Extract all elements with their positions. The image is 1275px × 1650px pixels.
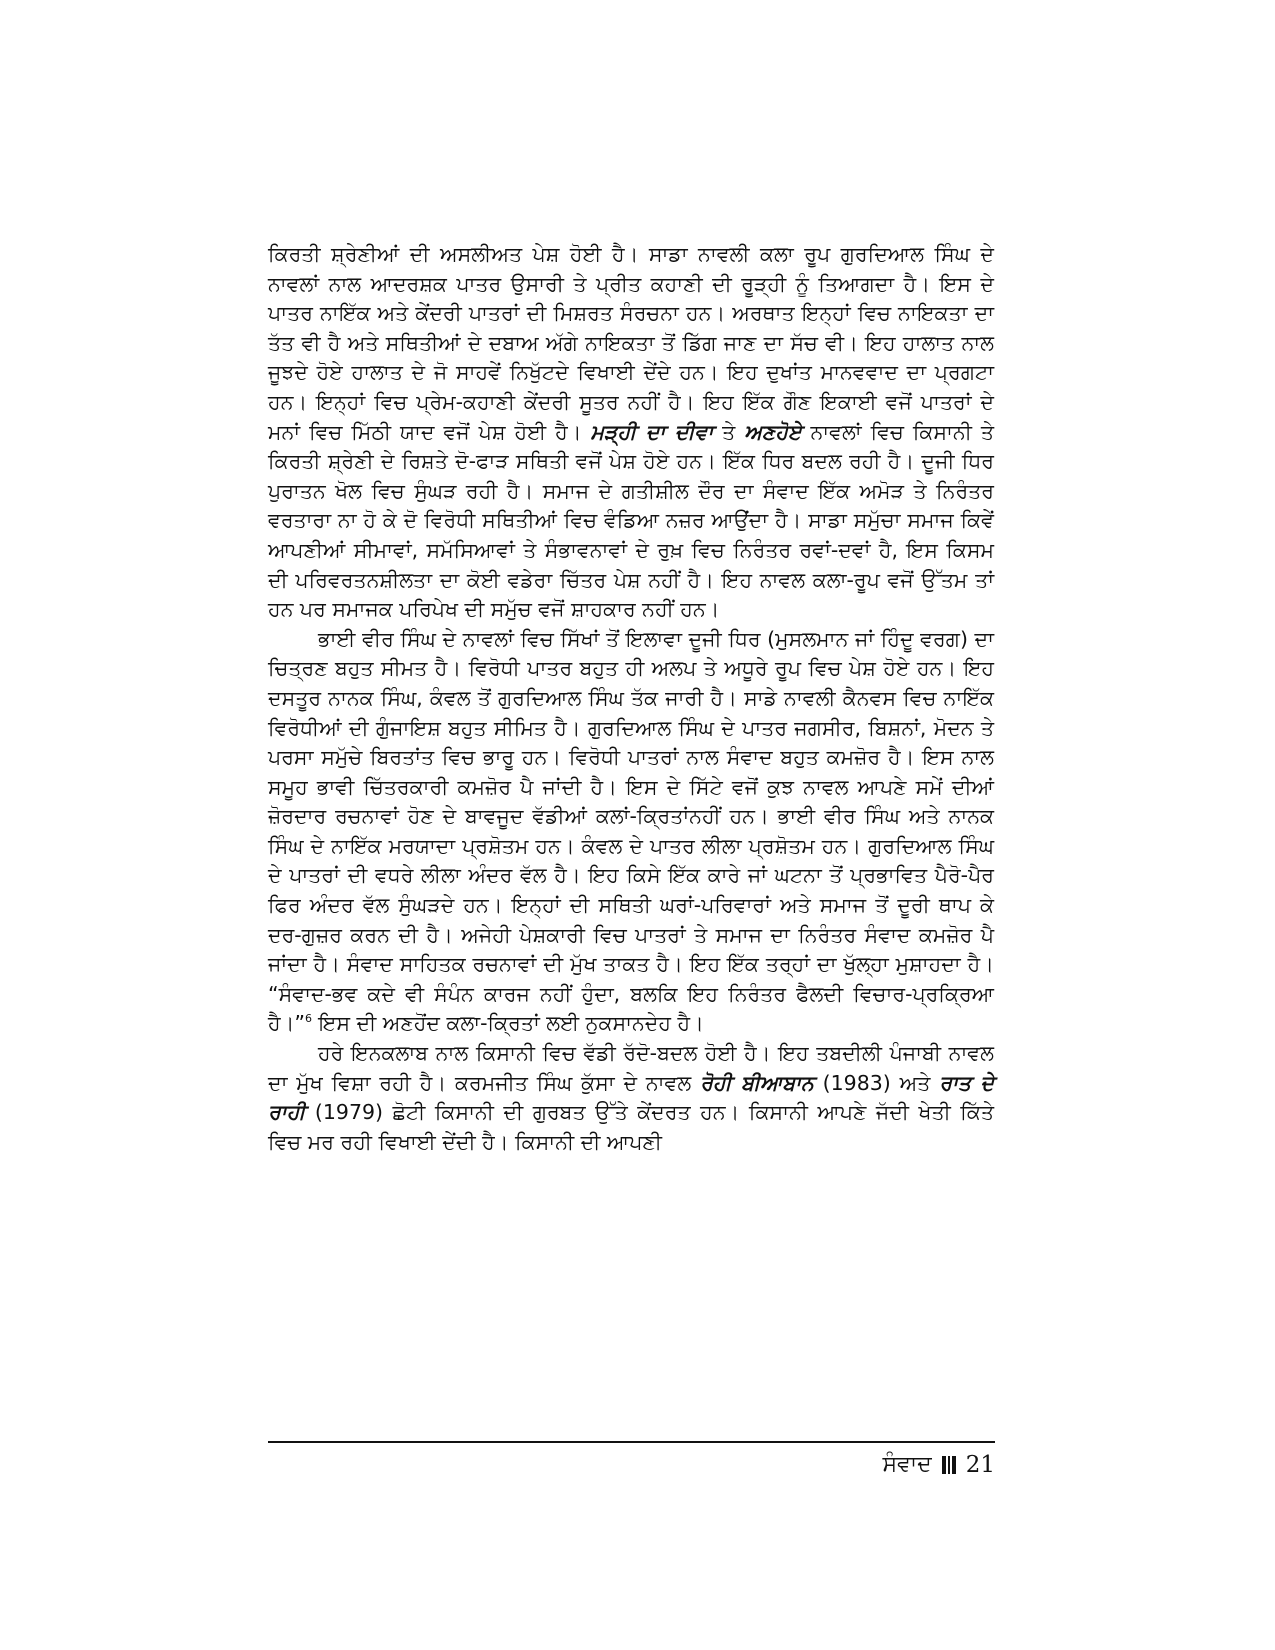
footnote-reference: 6 — [305, 1012, 313, 1026]
paragraph-3-segment-5: (1979) ਛੋਟੀ ਕਿਸਾਨੀ ਦੀ ਗੁਰਬਤ ਉੱਤੇ ਕੇਂਦਰਤ ਹਨ। ਕਿਸਾਨੀ ਆਪਣੇ ਜੱਦੀ ਖੇਤੀ ਕਿੱਤੇ ਵਿਚ ਮਰ ਰਹੀ ਵਿਖਾਈ ਦੇਂਦੀ ਹੈ। ਕਿਸਾਨੀ ਦੀ ਆਪਣੀ — [268, 1100, 994, 1154]
book-title-marhi-da-deeva: ਮੜ੍ਹੀ ਦਾ ਦੀਵਾ — [590, 419, 714, 444]
book-title-anhoe: ਅਣਹੋਏ — [744, 419, 802, 444]
page-number: 21 — [965, 1452, 995, 1478]
journal-name: ਸੰਵਾਦ — [882, 1452, 932, 1477]
paragraph-2-segment-3: ਇਸ ਦੀ ਅਣਹੋਂਦ ਕਲਾ-ਕ੍ਰਿਤਾਂ ਲਈ ਨੁਕਸਾਨਦੇਹ ਹੈ। — [312, 1011, 704, 1036]
paragraph-3-segment-3: (1983) ਅਤੇ — [813, 1070, 940, 1095]
paragraph-1-segment-5: ਨਾਵਲਾਂ ਵਿਚ ਕਿਸਾਨੀ ਤੇ ਕਿਰਤੀ ਸ਼੍ਰੇਣੀ ਦੇ ਰਿਸ਼ਤੇ ਦੋ-ਫਾੜ ਸਥਿਤੀ ਵਜੋਂ ਪੇਸ਼ ਹੋਏ ਹਨ। ਇੱਕ ਧਿਰ ਬਦਲ ਰਹੀ ਹੈ। ਦੂਜੀ ਧਿਰ ਪੁਰਾਤਨ ਖੋਲ ਵਿਚ ਸੁੰਘੜ ਰਹੀ ਹੈ। ਸਮਾਜ ਦੇ ਗਤੀਸ਼ੀਲ ਦੌਰ ਦਾ ਸੰਵਾਦ ਇੱਕ ਅਮੋੜ ਤੇ ਨਿਰੰਤਰ ਵਰਤਾਰਾ ਨਾ ਹੋ ਕੇ ਦੋ ਵਿਰੋਧੀ ਸਥਿਤੀਆਂ ਵਿਚ ਵੰਡਿਆ ਨਜ਼ਰ ਆਉਂਦਾ ਹੈ। ਸਾਡਾ ਸਮੁੱਚਾ ਸਮਾਜ ਕਿਵੇਂ ਆਪਣੀਆਂ ਸੀਮਾਵਾਂ, ਸਮੱਸਿਆਵਾਂ ਤੇ ਸੰਭਾਵਨਾਵਾਂ ਦੇ ਰੁਖ਼ ਵਿਚ ਨਿਰੰਤਰ ਰਵਾਂ-ਦਵਾਂ ਹੈ, ਇਸ ਕਿਸਮ ਦੀ ਪਰਿਵਰਤਨਸ਼ੀਲਤਾ ਦਾ ਕੋਈ ਵਡੇਰਾ ਚਿੱਤਰ ਪੇਸ਼ ਨਹੀਂ ਹੈ। ਇਹ ਨਾਵਲ ਕਲਾ-ਰੂਪ ਵਜੋਂ ਉੱਤਮ ਤਾਂ ਹਨ ਪਰ ਸਮਾਜਕ ਪਰਿਪੇਖ ਦੀ ਸਮੁੱਚ ਵਜੋਂ ਸ਼ਾਹਕਾਰ ਨਹੀਂ ਹਨ। — [268, 419, 994, 622]
paragraph-3-segment-1: ਹਰੇ ਇਨਕਲਾਬ ਨਾਲ ਕਿਸਾਨੀ ਵਿਚ ਵੱਡੀ ਰੱਦੋ-ਬਦਲ ਹੋਈ ਹੈ। ਇਹ ਤਬਦੀਲੀ ਪੰਜਾਬੀ ਨਾਵਲ ਦਾ ਮੁੱਖ ਵਿਸ਼ਾ ਰਹੀ ਹੈ। ਕਰਮਜੀਤ ਸਿੰਘ ਕੁੱਸਾ ਦੇ ਨਾਵਲ — [268, 1041, 994, 1095]
footer-divider — [268, 1441, 995, 1443]
body-text — [268, 240, 994, 1157]
bars-ornament-icon — [942, 1456, 956, 1474]
paragraph-2-segment-1: ਭਾਈ ਵੀਰ ਸਿੰਘ ਦੇ ਨਾਵਲਾਂ ਵਿਚ ਸਿੱਖਾਂ ਤੋਂ ਇਲਾਵਾ ਦੂਜੀ ਧਿਰ (ਮੁਸਲਮਾਨ ਜਾਂ ਹਿੰਦੂ ਵਰਗ) ਦਾ ਚਿਤ੍ਰਣ ਬਹੁਤ ਸੀਮਤ ਹੈ। ਵਿਰੋਧੀ ਪਾਤਰ ਬਹੁਤ ਹੀ ਅਲਪ ਤੇ ਅਧੂਰੇ ਰੂਪ ਵਿਚ ਪੇਸ਼ ਹੋਏ ਹਨ। ਇਹ ਦਸਤੂਰ ਨਾਨਕ ਸਿੰਘ, ਕੰਵਲ ਤੋਂ ਗੁਰਦਿਆਲ ਸਿੰਘ ਤੱਕ ਜਾਰੀ ਹੈ। ਸਾਡੇ ਨਾਵਲੀ ਕੈਨਵਸ ਵਿਚ ਨਾਇੱਕ ਵਿਰੋਧੀਆਂ ਦੀ ਗੁੰਜਾਇਸ਼ ਬਹੁਤ ਸੀਮਿਤ ਹੈ। ਗੁਰਦਿਆਲ ਸਿੰਘ ਦੇ ਪਾਤਰ ਜਗਸੀਰ, ਬਿਸ਼ਨਾਂ, ਮੋਦਨ ਤੇ ਪਰਸਾ ਸਮੁੱਚੇ ਬਿਰਤਾਂਤ ਵਿਚ ਭਾਰੂ ਹਨ। ਵਿਰੋਧੀ ਪਾਤਰਾਂ ਨਾਲ ਸੰਵਾਦ ਬਹੁਤ ਕਮਜ਼ੋਰ ਹੈ। ਇਸ ਨਾਲ ਸਮੂਹ ਭਾਵੀ ਚਿੱਤਰਕਾਰੀ ਕਮਜ਼ੋਰ ਪੈ ਜਾਂਦੀ ਹੈ। ਇਸ ਦੇ ਸਿੱਟੇ ਵਜੋਂ ਕੁਝ ਨਾਵਲ ਆਪਣੇ ਸਮੇਂ ਦੀਆਂ ਜ਼ੋਰਦਾਰ ਰਚਨਾਵਾਂ ਹੋਣ ਦੇ ਬਾਵਜੂਦ ਵੱਡੀਆਂ ਕਲਾਂ-ਕ੍ਰਿਤਾਂਨਹੀਂ ਹਨ। ਭਾਈ ਵੀਰ ਸਿੰਘ ਅਤੇ ਨਾਨਕ ਸਿੰਘ ਦੇ ਨਾਇੱਕ ਮਰਯਾਦਾ ਪ੍ਰਸ਼ੋਤਮ ਹਨ। ਕੰਵਲ ਦੇ ਪਾਤਰ ਲੀਲਾ ਪ੍ਰਸ਼ੋਤਮ ਹਨ। ਗੁਰਦਿਆਲ ਸਿੰਘ ਦੇ ਪਾਤਰਾਂ ਦੀ ਵਧਰੇ ਲੀਲਾ ਅੰਦਰ ਵੱਲ ਹੈ। ਇਹ ਕਿਸੇ ਇੱਕ ਕਾਰੇ ਜਾਂ ਘਟਨਾ ਤੋਂ ਪ੍ਰਭਾਵਿਤ ਪੈਰੋ-ਪੈਰ ਫਿਰ ਅੰਦਰ ਵੱਲ ਸੁੰਘੜਦੇ ਹਨ। ਇਨ੍ਹਾਂ ਦੀ ਸਥਿਤੀ ਘਰਾਂ-ਪਰਿਵਾਰਾਂ ਅਤੇ ਸਮਾਜ ਤੋਂ ਦੂਰੀ ਥਾਪ ਕੇ ਦਰ-ਗੁਜ਼ਰ ਕਰਨ ਦੀ ਹੈ। ਅਜੇਹੀ ਪੇਸ਼ਕਾਰੀ ਵਿਚ ਪਾਤਰਾਂ ਤੇ ਸਮਾਜ ਦਾ ਨਿਰੰਤਰ ਸੰਵਾਦ ਕਮਜ਼ੋਰ ਪੈ ਜਾਂਦਾ ਹੈ। ਸੰਵਾਦ ਸਾਹਿਤਕ ਰਚਨਾਵਾਂ ਦੀ ਮੁੱਖ ਤਾਕਤ ਹੈ। ਇਹ ਇੱਕ ਤਰ੍ਹਾਂ ਦਾ ਖੁੱਲ੍ਹਾ ਮੁਸ਼ਾਹਦਾ ਹੈ। “ਸੰਵਾਦ-ਭਵ ਕਦੇ ਵੀ ਸੰਪੰਨ ਕਾਰਜ ਨਹੀਂ ਹੁੰਦਾ, ਬਲਕਿ ਇਹ ਨਿਰੰਤਰ ਫੈਲਦੀ ਵਿਚਾਰ-ਪ੍ਰਕ੍ਰਿਆ ਹੈ।” — [268, 626, 994, 1036]
paragraph-1 — [268, 240, 994, 625]
paragraph-2 — [268, 625, 994, 1039]
book-title-raat-de-raahi: ਰਾਤ ਦੇ ਰਾਹੀ — [268, 1070, 995, 1125]
paragraph-3 — [268, 1039, 994, 1157]
page-footer — [882, 1450, 995, 1480]
book-title-rohi-biabaan: ਰੋਹੀ ਬੀਆਬਾਨ — [700, 1070, 814, 1095]
paragraph-1-segment-3: ਤੇ — [713, 419, 745, 444]
paragraph-1-segment-1: ਕਿਰਤੀ ਸ਼੍ਰੇਣੀਆਂ ਦੀ ਅਸਲੀਅਤ ਪੇਸ਼ ਹੋਈ ਹੈ। ਸਾਡਾ ਨਾਵਲੀ ਕਲਾ ਰੂਪ ਗੁਰਦਿਆਲ ਸਿੰਘ ਦੇ ਨਾਵਲਾਂ ਨਾਲ ਆਦਰਸ਼ਕ ਪਾਤਰ ਉਸਾਰੀ ਤੇ ਪ੍ਰੀਤ ਕਹਾਣੀ ਦੀ ਰੂੜ੍ਹੀ ਨੂੰ ਤਿਆਗਦਾ ਹੈ। ਇਸ ਦੇ ਪਾਤਰ ਨਾਇੱਕ ਅਤੇ ਕੇਂਦਰੀ ਪਾਤਰਾਂ ਦੀ ਮਿਸ਼ਰਤ ਸੰਰਚਨਾ ਹਨ। ਅਰਥਾਤ ਇਨ੍ਹਾਂ ਵਿਚ ਨਾਇਕਤਾ ਦਾ ਤੱਤ ਵੀ ਹੈ ਅਤੇ ਸਥਿਤੀਆਂ ਦੇ ਦਬਾਅ ਅੱਗੇ ਨਾਇਕਤਾ ਤੋਂ ਡਿੱਗ ਜਾਣ ਦਾ ਸੱਚ ਵੀ। ਇਹ ਹਾਲਾਤ ਨਾਲ ਜੂਝਦੇ ਹੋਏ ਹਾਲਾਤ ਦੇ ਜੋ ਸਾਹਵੇਂ ਨਿਖੁੱਟਦੇ ਵਿਖਾਈ ਦੇਂਦੇ ਹਨ। ਇਹ ਦੁਖਾਂਤ ਮਾਨਵਵਾਦ ਦਾ ਪ੍ਰਗਟਾ ਹਨ। ਇਨ੍ਹਾਂ ਵਿਚ ਪ੍ਰੇਮ-ਕਹਾਣੀ ਕੇਂਦਰੀ ਸੂਤਰ ਨਹੀਂ ਹੈ। ਇਹ ਇੱਕ ਗੌਣ ਇਕਾਈ ਵਜੋਂ ਪਾਤਰਾਂ ਦੇ ਮਨਾਂ ਵਿਚ ਮਿੱਠੀ ਯਾਦ ਵਜੋਂ ਪੇਸ਼ ਹੋਈ ਹੈ। — [268, 242, 994, 444]
